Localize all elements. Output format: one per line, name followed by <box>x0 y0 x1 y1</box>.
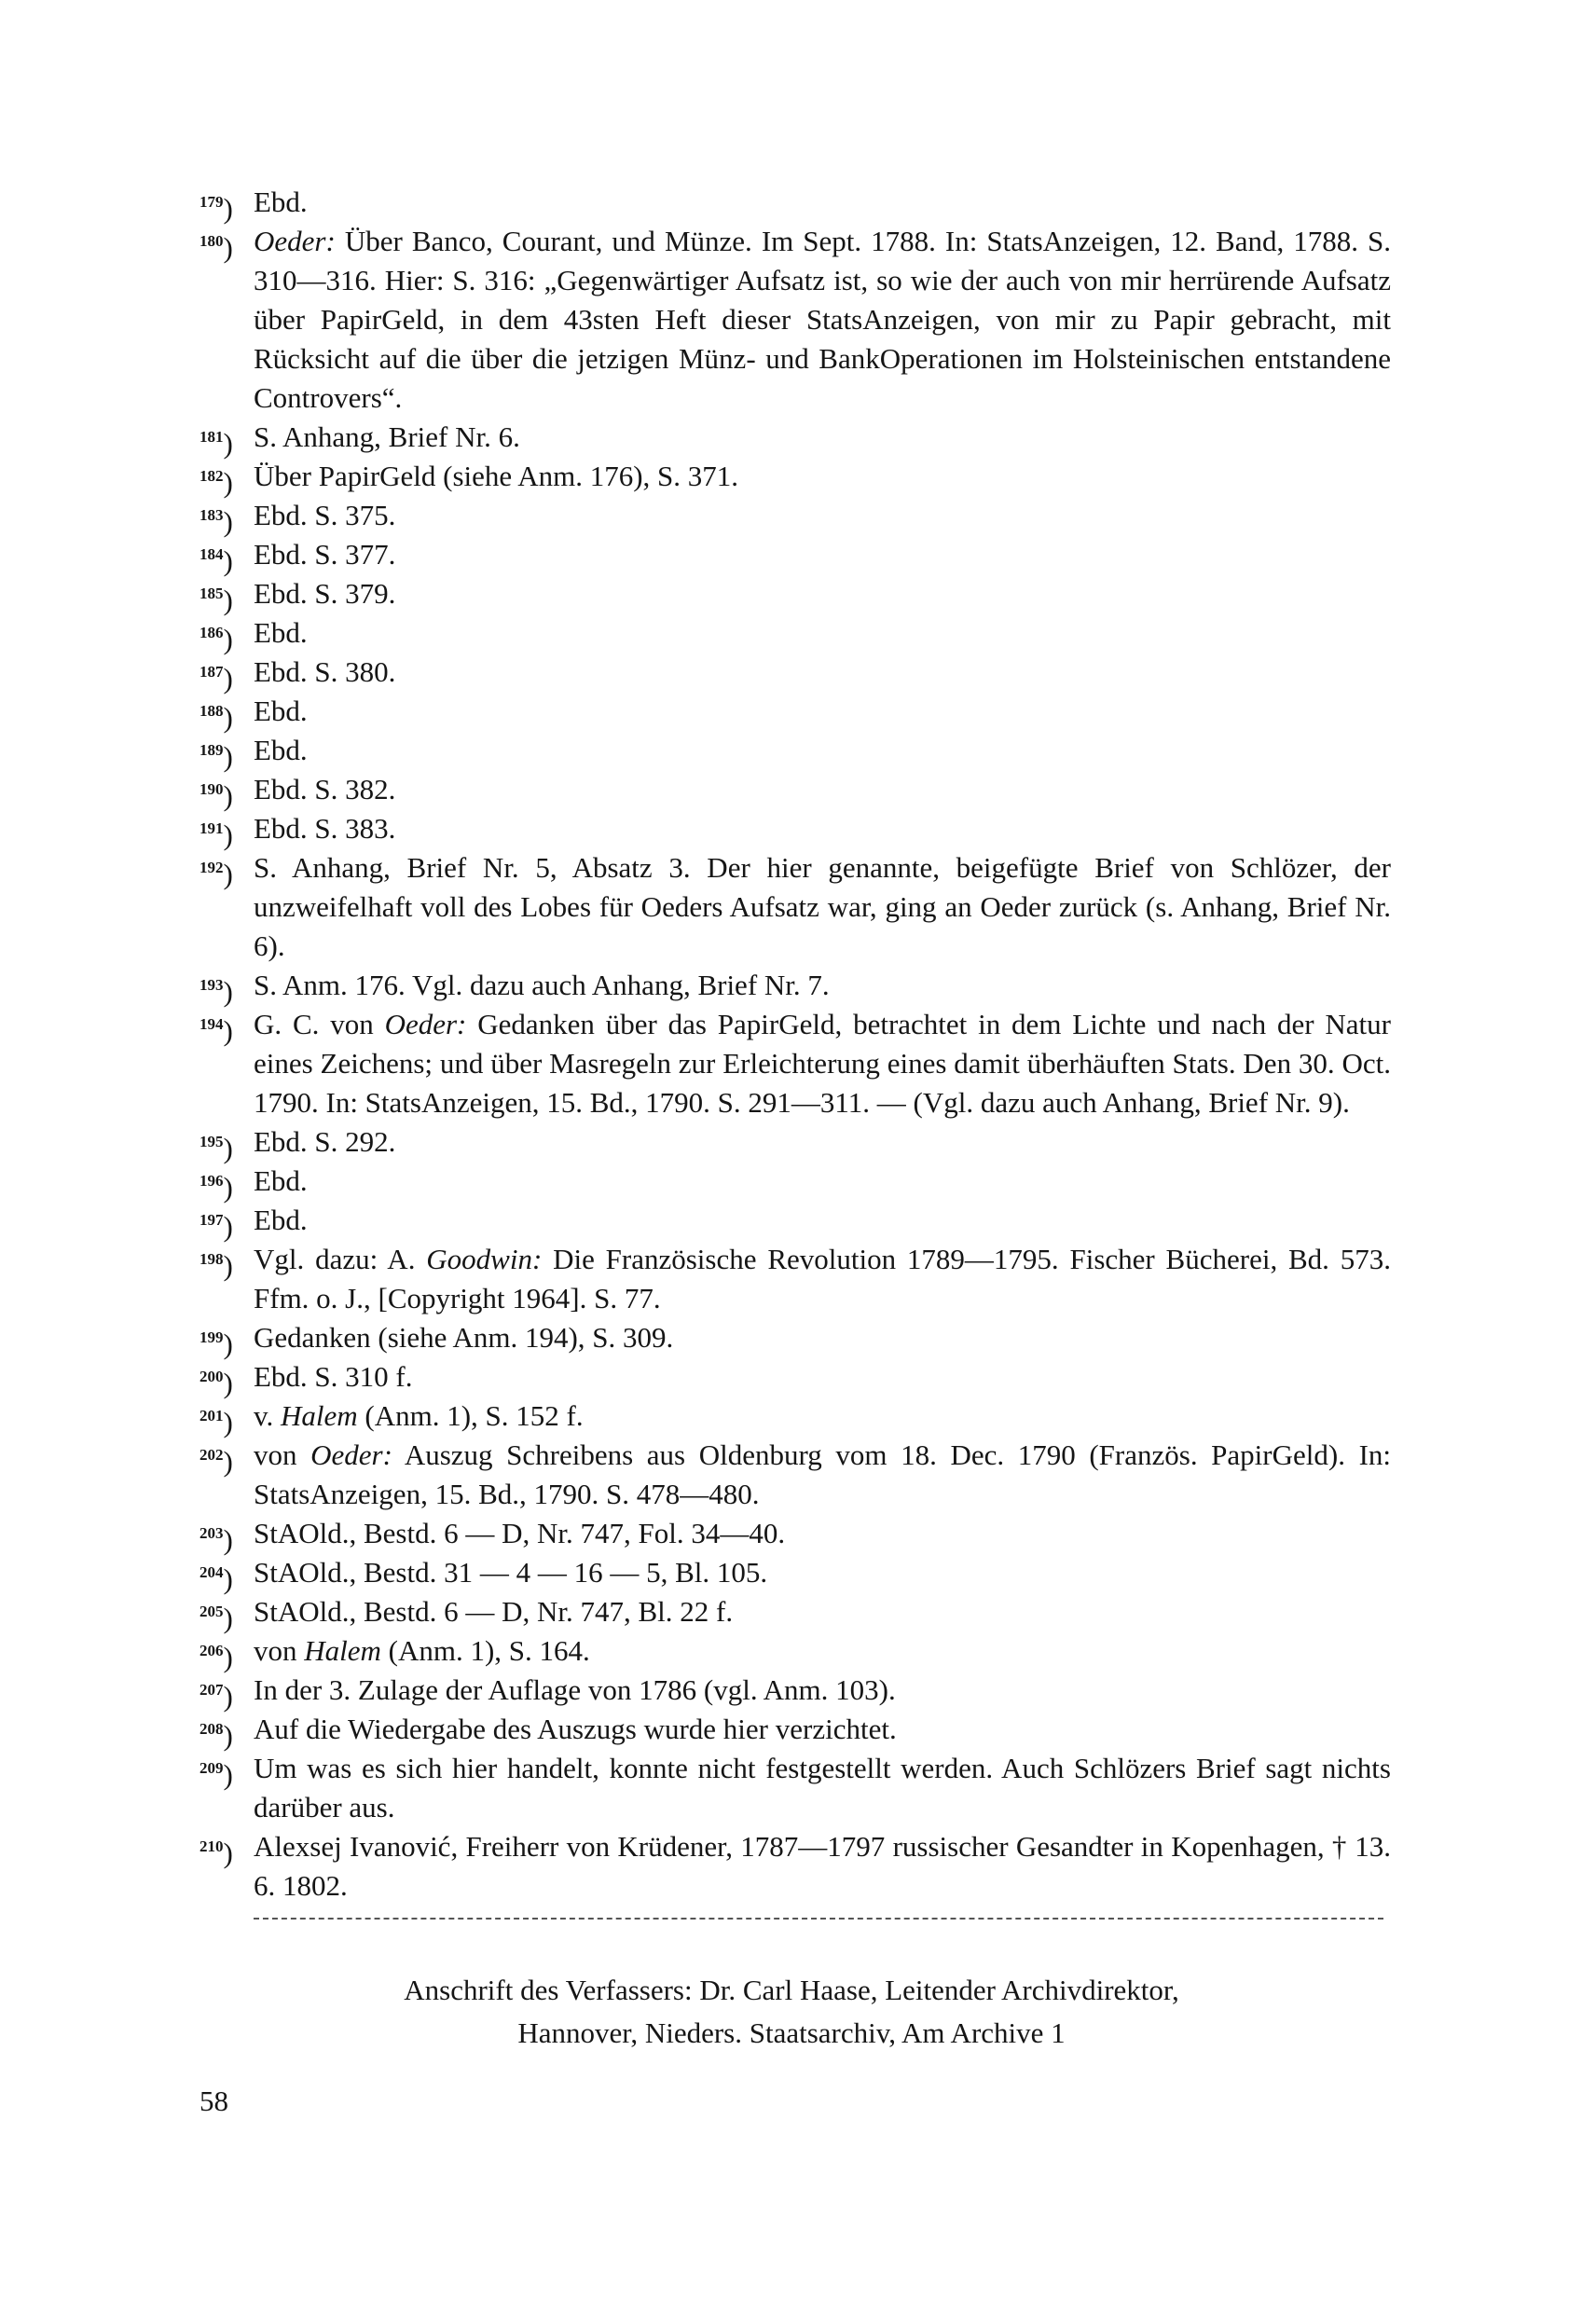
footnote-number: $^{201}$) <box>200 1406 233 1438</box>
footnote-number-value: 180 <box>200 232 224 250</box>
footnote-text: Gedanken über das PapirGeld, betrachtet in dem Lichte und nach der Natur eines Zeichens; und über Masregeln zur Erleichterung eines damit überhäuften Stats. Den 30. Oct. 1790. In: StatsAnzeigen, 15. Bd., 1790. S. 291—311. — (Vgl. dazu auch Anhang, Brief Nr. 9). <box>254 1008 1391 1119</box>
footnote-text: Ebd. <box>254 695 308 727</box>
footnote-number: $^{180}$) <box>200 231 233 264</box>
footnote-number: $^{192}$) <box>200 858 233 890</box>
footnote-text: G. C. von <box>254 1008 385 1040</box>
footnote-number: $^{183}$) <box>200 505 233 538</box>
footnote-number: $^{197}$) <box>200 1210 233 1243</box>
footnote <box>200 1397 1391 1436</box>
footnote-text: Ebd. <box>254 1204 308 1236</box>
footnote-number: $^{196}$) <box>200 1171 233 1204</box>
footnote-number-value: 193 <box>200 976 224 994</box>
footnote-number-value: 192 <box>200 859 224 876</box>
footnote <box>200 574 1391 616</box>
footnote-text: Ebd. S. 380. <box>254 655 396 688</box>
footnote <box>200 653 1391 695</box>
footnote-number: $^{205}$) <box>200 1602 233 1634</box>
footnote <box>200 809 1391 851</box>
footnote <box>200 1749 1391 1827</box>
footnote-number-value: 185 <box>200 585 224 602</box>
footnote-text: StAOld., Bestd. 31 — 4 — 16 — 5, Bl. 105. <box>254 1556 768 1589</box>
footnote <box>200 222 1391 418</box>
footnote-number-value: 183 <box>200 506 224 524</box>
footnote-number-value: 198 <box>200 1250 224 1268</box>
footnote-text: von <box>254 1438 311 1471</box>
footnote-text: Ebd. S. 375. <box>254 499 396 531</box>
footnote-number: $^{182}$) <box>200 466 233 499</box>
footnote-number: $^{187}$) <box>200 662 233 695</box>
footnote-number: $^{188}$) <box>200 701 233 734</box>
footnote <box>200 1671 1391 1713</box>
footnote <box>200 1162 1391 1204</box>
footnote-number-value: 207 <box>200 1681 224 1699</box>
footnote-number-value: 196 <box>200 1172 224 1190</box>
footnote <box>200 966 1391 1008</box>
footnote-author-name: Halem <box>281 1399 358 1432</box>
footnote-number-value: 210 <box>200 1837 224 1855</box>
footnote-number-value: 187 <box>200 663 224 681</box>
footnote-author-name: Oeder: <box>310 1438 392 1471</box>
footnote <box>200 1514 1391 1556</box>
footnote-number: $^{200}$) <box>200 1367 233 1399</box>
footnote-number: $^{198}$) <box>200 1249 233 1282</box>
footnote <box>200 535 1391 577</box>
footnote-text: Ebd. S. 382. <box>254 773 396 805</box>
footnote-number-value: 203 <box>200 1524 224 1542</box>
footnote <box>200 1357 1391 1397</box>
footnote <box>200 183 1391 225</box>
footnote-number: $^{209}$) <box>200 1758 233 1791</box>
footnote <box>200 496 1391 538</box>
footnote <box>200 1005 1391 1122</box>
footnote-number: $^{181}$) <box>200 427 233 460</box>
author-address <box>200 1969 1383 2055</box>
footnote-text: In der 3. Zulage der Auflage von 1786 (vgl. Anm. 103). <box>254 1673 896 1706</box>
footnote-number-value: 200 <box>200 1368 224 1385</box>
footnote <box>200 1710 1391 1752</box>
page-number: 58 <box>200 2085 228 2117</box>
footnote-number-value: 197 <box>200 1211 224 1229</box>
footnote-text: StAOld., Bestd. 6 — D, Nr. 747, Fol. 34—40. <box>254 1517 786 1549</box>
footnote-text: Ebd. <box>254 186 308 218</box>
footnote-text: v. <box>254 1399 281 1432</box>
footnote-text: Auszug Schreibens aus Oldenburg vom 18. Dec. 1790 (Französ. PapirGeld). In: StatsAnzeigen, 15. Bd., 1790. S. 478—480. <box>254 1438 1392 1510</box>
footnote-text: S. Anhang, Brief Nr. 6. <box>254 420 520 453</box>
footnote-author-name: Oeder: <box>254 225 336 257</box>
author-address-line-1: Anschrift des Verfassers: Dr. Carl Haase, Leitender Archivdirektor, <box>404 1974 1179 2006</box>
footnote-number-value: 201 <box>200 1407 224 1424</box>
footnote-number: $^{189}$) <box>200 740 233 773</box>
footnote-text: Ebd. <box>254 616 308 649</box>
footnote-number: $^{194}$) <box>200 1014 233 1047</box>
footnote <box>200 1122 1391 1162</box>
footnote-text: Über Banco, Courant, und Münze. Im Sept. 1788. In: StatsAnzeigen, 12. Band, 1788. S. 310—316. Hier: S. 316: „Gegenwärtiger Aufsatz ist, so wie der auch von mir herrürende Aufsatz über PapirGeld, in dem 43sten Heft dieser StatsAnzeigen, von mir zu Papir gebracht, mit Rücksicht auf die über die jetzigen Münz- und BankOperationen im Holsteinischen entstandene Controvers“. <box>254 225 1391 414</box>
footnote-text: Die Französische Revolution 1789—1795. Fischer Bücherei, Bd. 573. Ffm. o. J., [Copyright 1964]. S. 77. <box>254 1243 1392 1314</box>
footnote-text: von <box>254 1634 305 1667</box>
footnote <box>200 613 1391 653</box>
footnote-number-value: 194 <box>200 1015 224 1033</box>
footnote <box>200 692 1391 734</box>
separator-rule <box>254 1918 1383 1920</box>
footnote-text: Ebd. S. 377. <box>254 538 396 571</box>
footnote-text: Ebd. S. 379. <box>254 577 396 610</box>
footnote-text: StAOld., Bestd. 6 — D, Nr. 747, Bl. 22 f. <box>254 1595 734 1628</box>
footnote-number: $^{203}$) <box>200 1523 233 1556</box>
footnote <box>200 457 1391 499</box>
footnote-number-value: 190 <box>200 780 224 798</box>
footnote-number-value: 191 <box>200 819 224 837</box>
footnote-text: Ebd. <box>254 734 308 766</box>
footnote-number-value: 184 <box>200 545 224 563</box>
footnote-number-value: 181 <box>200 428 224 446</box>
footnote <box>200 1553 1391 1595</box>
footnote-author-name: Halem <box>304 1634 381 1667</box>
footnote-text: S. Anhang, Brief Nr. 5, Absatz 3. Der hier genannte, beigefügte Brief von Schlözer, der unzweifelhaft voll des Lobes für Oeders Aufsatz war, ging an Oeder zurück (s. Anhang, Brief Nr. 6). <box>254 851 1391 962</box>
footnote-text: Vgl. dazu: A. <box>254 1243 427 1275</box>
footnote-number-value: 202 <box>200 1446 224 1464</box>
footnote-text: (Anm. 1), S. 164. <box>380 1634 590 1667</box>
footnote-number: $^{204}$) <box>200 1562 233 1595</box>
footnote-number: $^{202}$) <box>200 1445 233 1478</box>
footnote-text: Über PapirGeld (siehe Anm. 176), S. 371. <box>254 460 739 492</box>
footnote-number-value: 199 <box>200 1328 224 1346</box>
footnote-number: $^{207}$) <box>200 1680 233 1713</box>
footnote-text: (Anm. 1), S. 152 f. <box>357 1399 584 1432</box>
footnote <box>200 1201 1391 1243</box>
footnote <box>200 1592 1391 1634</box>
footnotes-list <box>200 183 1391 1906</box>
footnote-text: S. Anm. 176. Vgl. dazu auch Anhang, Brief Nr. 7. <box>254 969 830 1001</box>
footnote <box>200 731 1391 773</box>
footnote-number-value: 188 <box>200 702 224 720</box>
footnote <box>200 770 1391 812</box>
footnote <box>200 418 1391 460</box>
footnote-number: $^{185}$) <box>200 584 233 616</box>
footnote-author-name: Goodwin: <box>426 1243 543 1275</box>
footnote <box>200 1240 1391 1318</box>
footnote-text: Ebd. <box>254 1164 308 1197</box>
footnote-text: Ebd. S. 310 f. <box>254 1360 413 1393</box>
footnote-number: $^{208}$) <box>200 1719 233 1752</box>
footnote-number: $^{210}$) <box>200 1837 233 1869</box>
footnote-number-value: 189 <box>200 741 224 759</box>
footnote-text: Ebd. S. 292. <box>254 1125 396 1158</box>
footnote-number: $^{179}$) <box>200 192 233 225</box>
footnote-number-value: 186 <box>200 624 224 641</box>
footnote <box>200 1318 1391 1360</box>
footnote <box>200 848 1391 966</box>
footnote <box>200 1436 1391 1514</box>
footnote-number-value: 208 <box>200 1720 224 1738</box>
footnote-number: $^{191}$) <box>200 819 233 851</box>
footnote-number-value: 195 <box>200 1133 224 1150</box>
footnote-text: Alexsej Ivanović, Freiherr von Krüdener, 1787—1797 russischer Gesandter in Kopenhagen, † 13. 6. 1802. <box>254 1830 1391 1902</box>
footnote-number: $^{186}$) <box>200 623 233 655</box>
footnote-number: $^{195}$) <box>200 1132 233 1164</box>
footnote-text: Um was es sich hier handelt, konnte nicht festgestellt werden. Auch Schlözers Brief sagt nichts darüber aus. <box>254 1752 1391 1823</box>
footnote-number-value: 206 <box>200 1642 224 1659</box>
author-address-line-2: Hannover, Nieders. Staatsarchiv, Am Archive 1 <box>517 2016 1066 2049</box>
footnote <box>200 1631 1391 1671</box>
footnote-number-value: 204 <box>200 1563 224 1581</box>
footnote-number: $^{190}$) <box>200 779 233 812</box>
footnote-text: Ebd. S. 383. <box>254 812 396 845</box>
footnote-author-name: Oeder: <box>384 1008 467 1040</box>
footnote-number-value: 209 <box>200 1759 224 1777</box>
footnote-number: $^{184}$) <box>200 544 233 577</box>
footnote-number-value: 205 <box>200 1603 224 1620</box>
footnote-number: $^{199}$) <box>200 1328 233 1360</box>
footnote-number: $^{193}$) <box>200 975 233 1008</box>
footnote <box>200 1827 1391 1906</box>
footnote-number-value: 179 <box>200 193 224 211</box>
footnote-number: $^{206}$) <box>200 1641 233 1673</box>
footnote-text: Auf die Wiedergabe des Auszugs wurde hier verzichtet. <box>254 1713 897 1745</box>
footnote-number-value: 182 <box>200 467 224 485</box>
footnote-text: Gedanken (siehe Anm. 194), S. 309. <box>254 1321 674 1354</box>
